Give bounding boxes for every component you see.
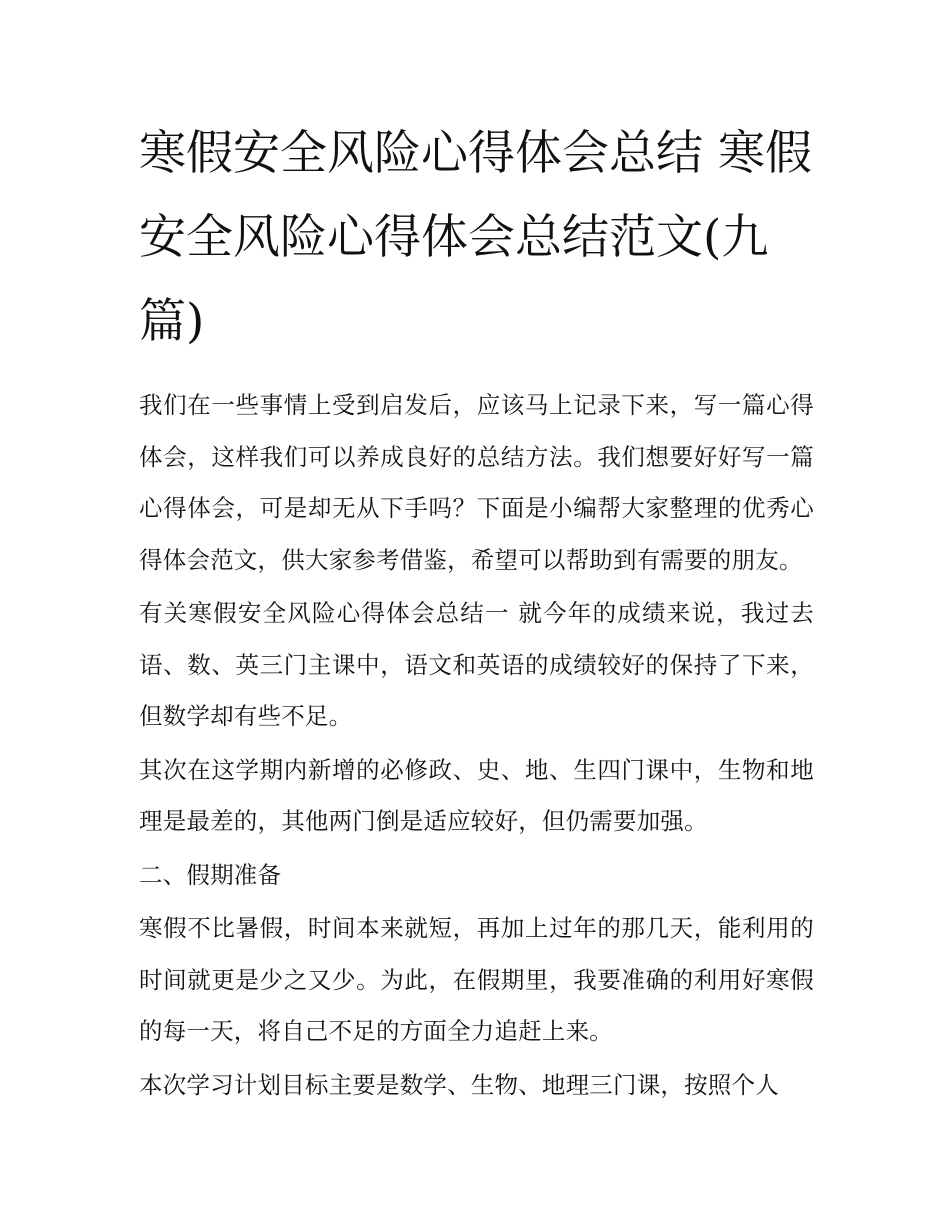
document-page	[139, 112, 814, 1113]
paragraph-new-courses: 其次在这学期内新增的必修政、史、地、生四门课中，生物和地理是最差的，其他两门倒是适应较好，但仍需要加强。	[139, 755, 814, 835]
document-body	[139, 380, 814, 1111]
section-heading-holiday-preparation: 二、假期准备	[139, 860, 282, 889]
paragraph-winter-break: 寒假不比暑假，时间本来就短，再加上过年的那几天，能利用的时间就更是少之又少。为此，在假期里，我要准确的利用好寒假的每一天，将自己不足的方面全力追赶上来。	[139, 914, 814, 1045]
document-title: 寒假安全风险心得体会总结 寒假安全风险心得体会总结范文(九篇)	[139, 126, 812, 349]
paragraph-intro: 我们在一些事情上受到启发后，应该马上记录下来，写一篇心得体会，这样我们可以养成良好的总结方法。我们想要好好写一篇心得体会，可是却无从下手吗？下面是小编帮大家整理的优秀心得体会范文，供大家参考借鉴，希望可以帮助到有需要的朋友。	[139, 391, 814, 574]
paragraph-summary-one: 有关寒假安全风险心得体会总结一 就今年的成绩来说，我过去语、数、英三门主课中，语文和英语的成绩较好的保持了下来，但数学却有些不足。	[139, 599, 814, 730]
paragraph-study-plan: 本次学习计划目标主要是数学、生物、地理三门课，按照个人	[139, 1070, 779, 1099]
